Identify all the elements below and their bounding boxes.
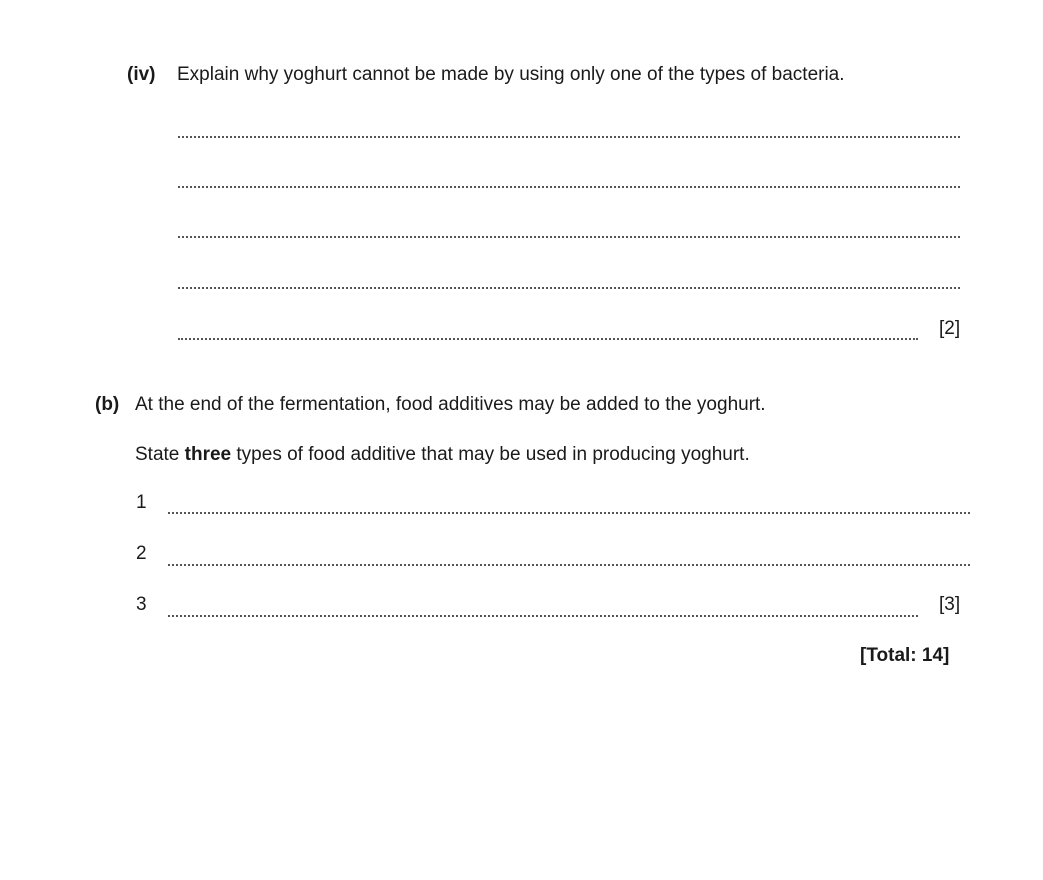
answer-number-3: 3 — [136, 594, 147, 615]
part-iv-question: Explain why yoghurt cannot be made by using only one of the types of bacteria. — [177, 64, 845, 85]
answer-line-iv-3[interactable] — [178, 236, 960, 238]
part-b-intro: At the end of the fermentation, food additives may be added to the yoghurt. — [135, 394, 766, 415]
part-b-marks: [3] — [939, 594, 961, 615]
part-iv-label: (iv) — [127, 64, 156, 85]
instruction-before: State — [135, 444, 185, 465]
answer-line-b-2[interactable] — [168, 564, 970, 566]
total-marks: [Total: 14] — [860, 645, 950, 666]
part-b-label: (b) — [95, 394, 120, 415]
answer-line-iv-5[interactable] — [178, 338, 918, 340]
answer-line-iv-1[interactable] — [178, 136, 960, 138]
answer-line-iv-2[interactable] — [178, 186, 960, 188]
instruction-bold: three — [184, 444, 232, 465]
answer-number-2: 2 — [136, 543, 147, 564]
answer-line-b-1[interactable] — [168, 512, 970, 514]
part-iv-marks: [2] — [939, 318, 961, 339]
answer-line-iv-4[interactable] — [178, 287, 960, 289]
instruction-after: types of food additive that may be used in producing yoghurt. — [231, 444, 750, 465]
part-b-instruction — [135, 444, 750, 466]
answer-number-1: 1 — [136, 492, 147, 513]
answer-line-b-3[interactable] — [168, 615, 918, 617]
